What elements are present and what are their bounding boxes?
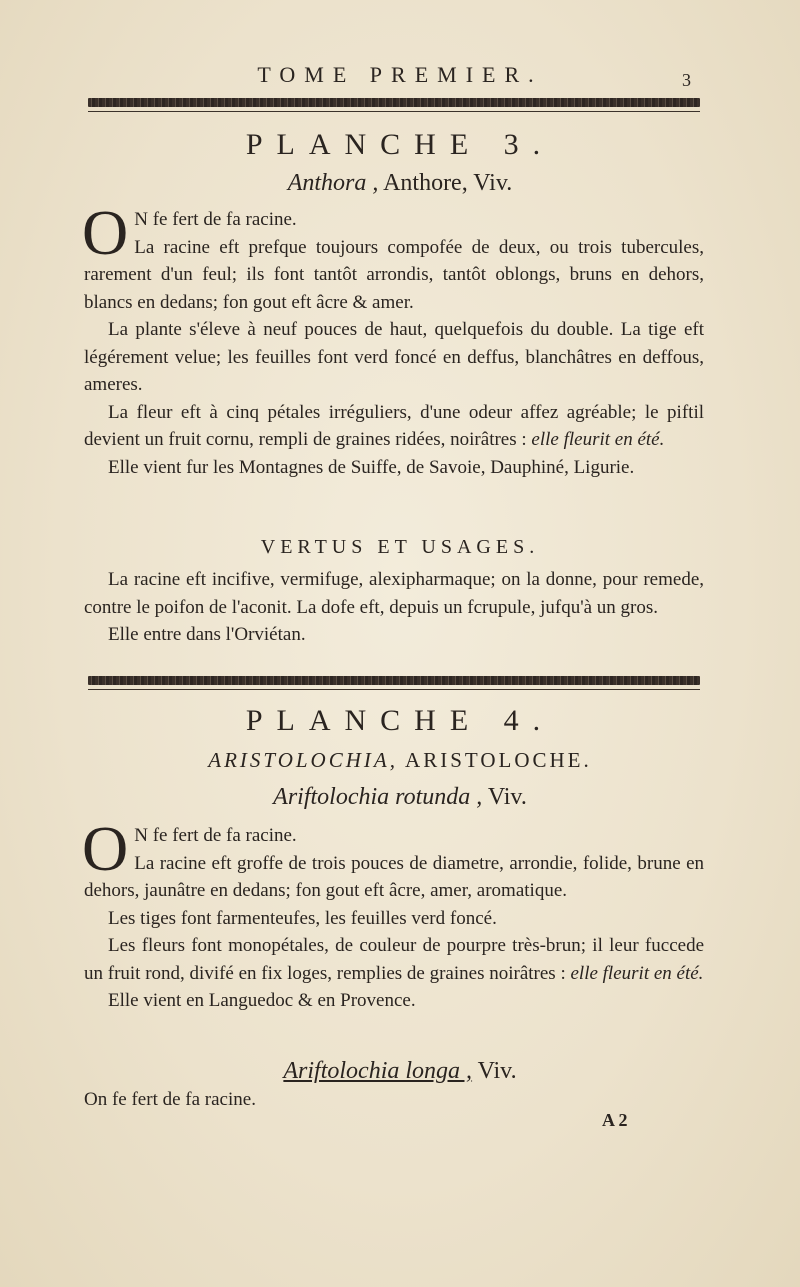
species-2-text: On fe fert de fa racine. [84, 1089, 256, 1110]
planche-4-subtitle [0, 748, 800, 773]
planche-4-para-5: Elle vient en Languedoc & en Provence. [108, 990, 416, 1011]
running-head: TOME PREMIER. [257, 62, 543, 87]
planche-4-para-1: N fe fert de fa racine. [134, 825, 297, 846]
planche-4-para-4 [84, 932, 704, 987]
planche-3-description [82, 197, 704, 481]
planche-4-dropcap: O [82, 813, 129, 884]
planche-4-first-paragraph [82, 813, 704, 905]
planche-3-title: PLANCHE 3. [245, 128, 555, 161]
species-2-suffix: Viv. [477, 1058, 517, 1084]
planche-3-first-paragraph [82, 197, 704, 316]
planche-3-para-4 [84, 399, 704, 454]
page-number: 3 [682, 70, 691, 90]
virtues-para-2: Elle entre dans l'Orviétan. [108, 624, 306, 645]
species-1-latin-name: Ariftolochia rotunda , [273, 784, 483, 810]
planche-4-latin-genus: ARISTOLOCHIA, [208, 748, 398, 772]
planche-4-title: PLANCHE 4. [245, 704, 555, 737]
planche-3-flowering-note: elle fleurit en été. [531, 429, 665, 450]
planche-3-latin-name: Anthora , [287, 170, 379, 196]
planche-4-para-2: La racine eft groffe de trois pouces de diametre, arrondie, folide, brune en dehors, jaunâtre en dedans; fon gout eft âcre, amer, aromatique. [84, 852, 704, 901]
planche-3-french-name: Anthore, Viv. [383, 170, 513, 196]
planche-4-para-4-text: Les fleurs font monopétales, de couleur de pourpre très-brun; il leur fuccede un fruit rond, divifé en fix loges, remplies de graines noirâtres : [84, 935, 704, 984]
virtues-para-1: La racine eft incifive, vermifuge, alexipharmaque; on la donne, pour remede, contre le poifon de l'aconit. La dofe eft, depuis un fcrupule, jufqu'à un gros. [84, 569, 704, 618]
planche-3-dropcap: O [82, 197, 129, 268]
signature-mark: A 2 [602, 1110, 628, 1130]
species-2-latin-name: Ariftolochia longa , [283, 1058, 473, 1084]
planche-4-species-2 [0, 1058, 800, 1085]
planche-4-description [82, 813, 704, 1015]
species-1-suffix: Viv. [487, 784, 527, 810]
planche-4-french-genus: ARISTOLOCHE. [405, 748, 592, 772]
planche-3-para-5: Elle vient fur les Montagnes de Suiffe, de Savoie, Dauphiné, Ligurie. [108, 456, 635, 478]
vertus-heading: VERTUS ET USAGES. [260, 536, 540, 558]
planche-3-para-1: N fe fert de fa racine. [134, 209, 297, 230]
planche-3-para-4-text: La fleur eft à cinq pétales irréguliers, d'une odeur affez agréable; le piftil devient un fruit cornu, rempli de graines ridées, noirâtres : [84, 401, 704, 450]
planche-3-subtitle [0, 170, 800, 197]
planche-4-flowering-note: elle fleurit en été. [570, 962, 704, 984]
planche-3-para-3: La plante s'éleve à neuf pouces de haut, quelquefois du double. La tige eft légérement velue; les feuilles font verd foncé en deffus, blanchâtres en deffous, ameres. [84, 319, 704, 395]
planche-4-para-3: Les tiges font farmenteufes, les feuilles verd foncé. [108, 907, 497, 929]
planche-3-para-2: La racine eft prefque toujours compofée de deux, ou trois tubercules, rarement d'un feul; ils font tantôt arrondis, tantôt oblongs, bruns en dehors, blancs en dedans; fon gout eft âcre & amer. [84, 236, 704, 313]
planche-4-species-1 [0, 784, 800, 811]
planche-3-virtues [84, 566, 704, 649]
top-rule [88, 98, 700, 107]
middle-rule [88, 676, 700, 685]
